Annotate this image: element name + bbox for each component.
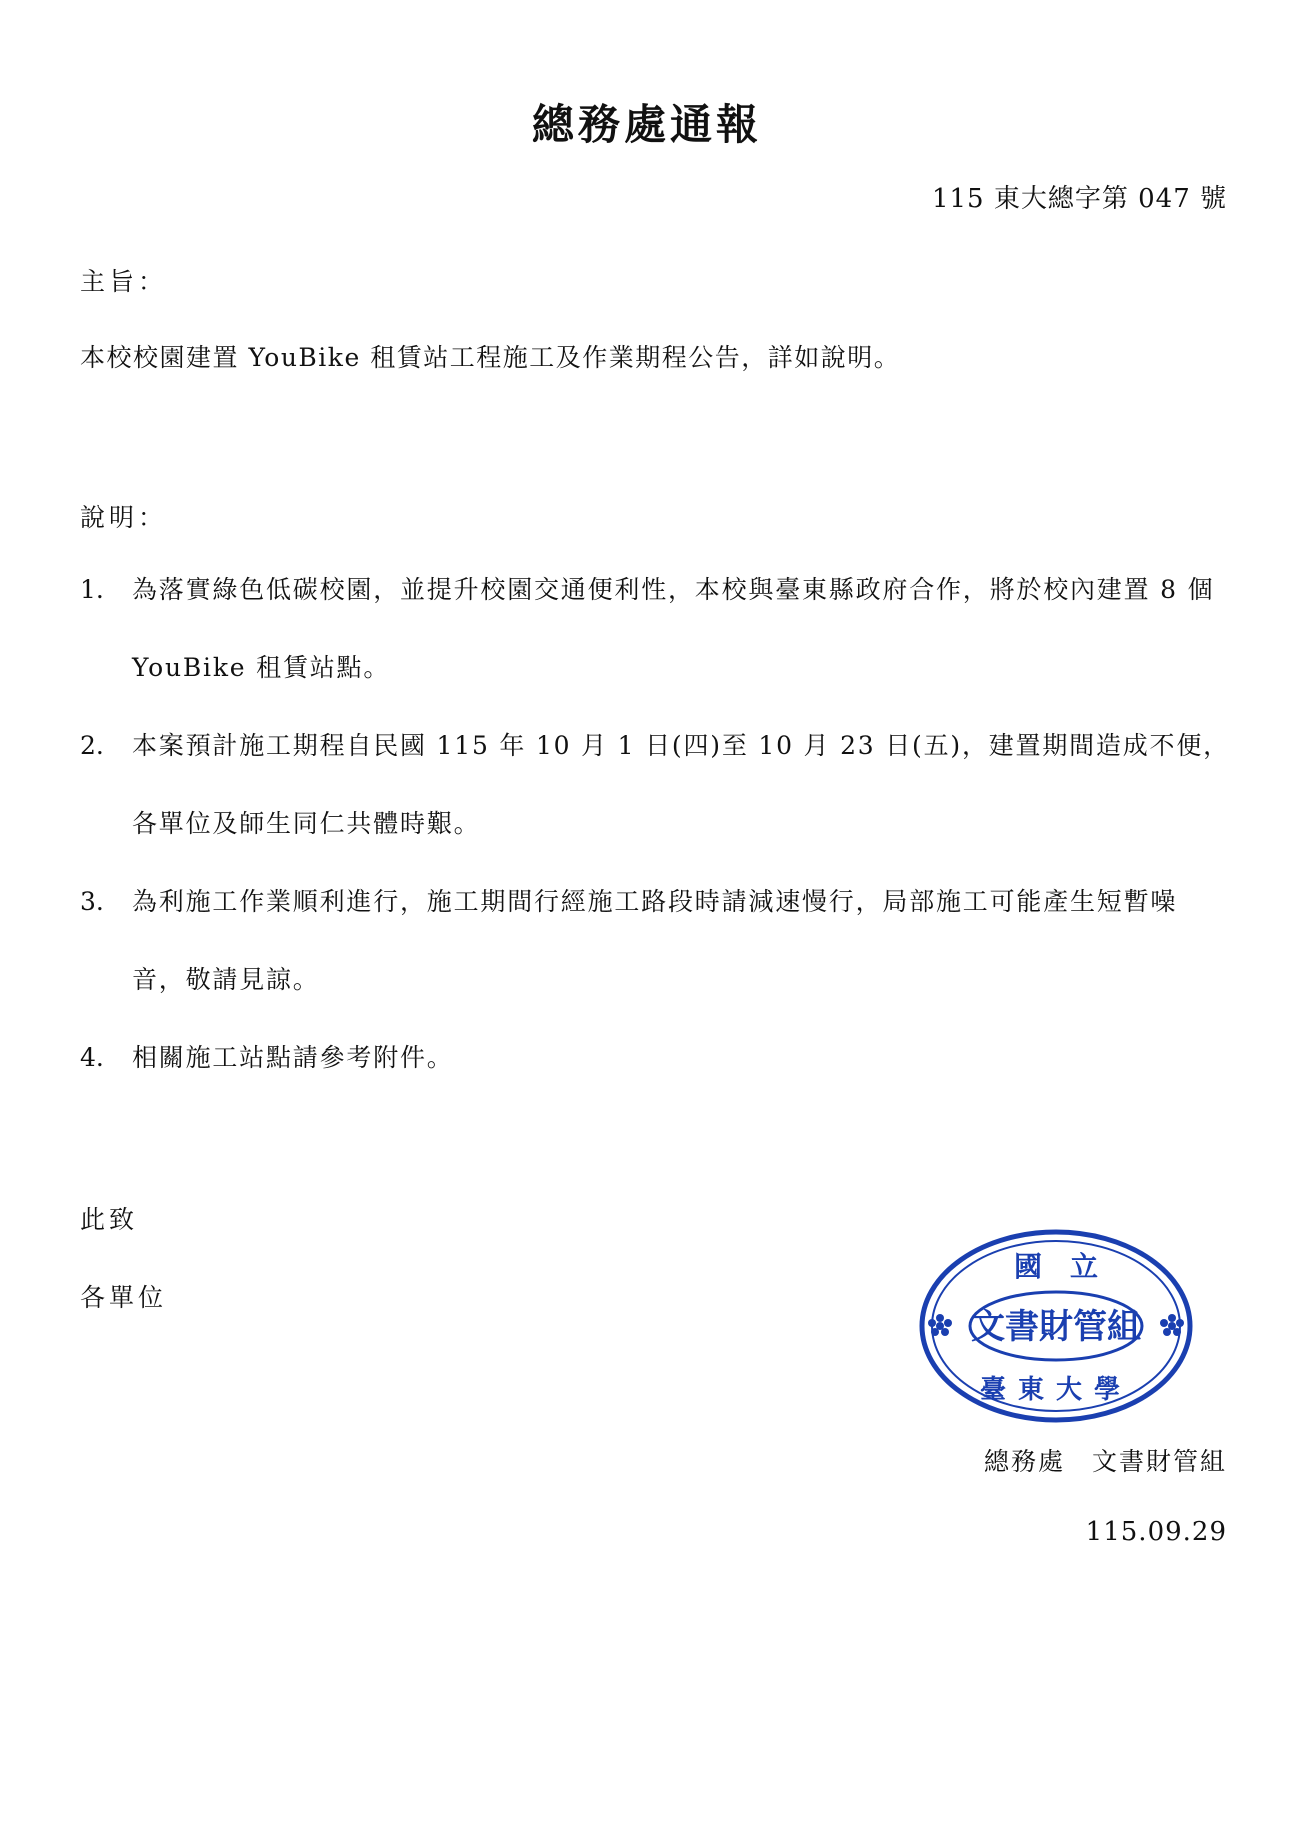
item-number: 2. [80,731,104,760]
item-number: 3. [80,887,104,916]
item-number: 1. [80,575,104,604]
seal-top-text: 國 立 [1013,1250,1099,1283]
closing-salutation: 此致 [80,1205,139,1234]
description-item-2 [80,707,1230,863]
item-text: 相關施工站點請參考附件。 [132,1043,454,1072]
document-title: 總務處通報 [531,100,762,149]
issue-date: 115.09.29 [1085,1517,1227,1547]
official-seal [918,1228,1194,1424]
item-number: 4. [80,1043,104,1072]
item-text: 本案預計施工期程自民國 115 年 10 月 1 日(四)至 10 月 23 日(五)，建置期間造成不便，各單位及師生同仁共體時艱。 [132,731,1230,838]
document-number: 115 東大總字第 047 號 [931,184,1227,214]
issuer-signature: 總務處 文書財管組 [983,1447,1227,1476]
plum-blossom-icon-right [1160,1314,1184,1336]
seal-center-text: 文書財管組 [971,1307,1141,1347]
description-item-3 [80,863,1230,1019]
subject-label: 主旨： [80,267,168,296]
subject-text: 本校校園建置 YouBike 租賃站工程施工及作業期程公告，詳如說明。 [80,343,901,372]
item-text: 為落實綠色低碳校園，並提升校園交通便利性，本校與臺東縣政府合作，將於校內建置 8 個 YouBike 租賃站點。 [132,575,1215,682]
description-item-1 [80,551,1230,707]
item-text: 為利施工作業順利進行，施工期間行經施工路段時請減速慢行，局部施工可能產生短暫噪音，敬請見諒。 [132,887,1178,994]
plum-blossom-icon-left [928,1314,952,1336]
seal-bottom-text: 臺東大學 [979,1375,1133,1405]
description-item-4 [80,1019,1230,1097]
closing-recipient: 各單位 [80,1283,168,1312]
description-label: 說明： [80,503,168,532]
